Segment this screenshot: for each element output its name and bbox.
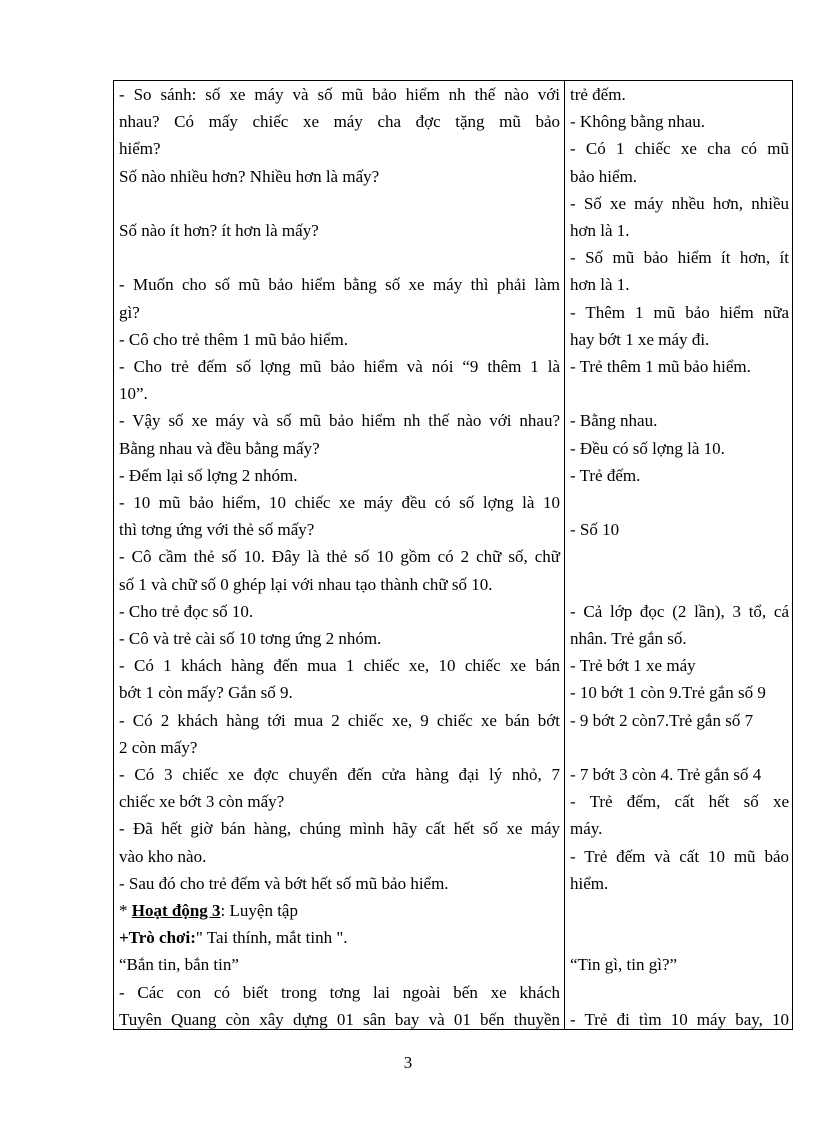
- teacher-text-line: Số nào nhiều hơn? Nhiều hơn là mấy?: [119, 166, 380, 186]
- teacher-text-line: - 10 mũ bảo hiểm, 10 chiếc xe máy đều có số lợng là 10: [119, 493, 560, 512]
- child-text-line: - Đều có số lợng là 10.: [570, 438, 725, 458]
- teacher-text-line: - Các con có biết trong tơng lai ngoài bến xe khách: [119, 982, 560, 1002]
- child-text-line: bảo hiểm.: [570, 166, 638, 186]
- teacher-text-line: vào kho nào.: [119, 846, 207, 866]
- teacher-text-line: chiếc xe bớt 3 còn mấy?: [119, 792, 285, 812]
- teacher-text-line: 2 còn mấy?: [119, 737, 198, 757]
- child-text-line: - Trẻ đếm, cất hết số xe: [570, 792, 789, 812]
- teacher-text-line: - Sau đó cho trẻ đếm và bớt hết số mũ bảo hiểm.: [119, 873, 449, 893]
- activity-title: Hoạt động 3: [131, 901, 221, 920]
- child-text-line: - Số mũ bảo hiểm ít hơn, ít: [570, 248, 789, 268]
- game-heading: [119, 924, 560, 951]
- child-text-line: - Trẻ đếm.: [570, 465, 641, 485]
- child-text-line: - 7 bớt 3 còn 4. Trẻ gắn số 4: [570, 765, 762, 784]
- child-text-line: - 9 bớt 2 còn7.Trẻ gắn số 7: [570, 710, 754, 730]
- child-text-line: hơn là 1.: [570, 275, 630, 295]
- teacher-text-line: - Cô cầm thẻ số 10. Đây là thẻ số 10 gồm có 2 chữ số, chữ: [119, 547, 560, 567]
- child-text-line: “Tin gì, tin gì?”: [570, 955, 678, 975]
- child-text-line: máy.: [570, 819, 603, 839]
- game-title: " Tai thính, mắt tinh ".: [195, 928, 348, 948]
- teacher-text-line: bớt 1 còn mấy? Gắn số 9.: [119, 683, 293, 703]
- child-text-line: - Không bằng nhau.: [570, 112, 706, 132]
- page-number: 3: [403, 1053, 413, 1072]
- teacher-text-line: - Có 2 khách hàng tới mua 2 chiếc xe, 9 chiếc xe bán bớt: [119, 710, 560, 730]
- child-text-line: - Trẻ đi tìm 10 máy bay, 10: [570, 1009, 789, 1029]
- teacher-text-line: - So sánh: số xe máy và số mũ bảo hiểm nh thế nào với: [119, 85, 560, 104]
- column-divider: [564, 81, 565, 1029]
- teacher-text-line: số 1 và chữ số 0 ghép lại với nhau tạo thành chữ số 10.: [119, 574, 493, 594]
- teacher-text-line: - Có 1 khách hàng đến mua 1 chiếc xe, 10 chiếc xe bán: [119, 656, 560, 676]
- child-text-line: - Có 1 chiếc xe cha có mũ: [570, 139, 789, 159]
- teacher-text-line: Tuyên Quang còn xây dựng 01 sân bay và 01 bến thuyền: [119, 1009, 560, 1029]
- child-text-line: trẻ đếm.: [570, 85, 626, 104]
- child-text-line: - 10 bớt 1 còn 9.Trẻ gắn số 9: [570, 683, 766, 703]
- child-text-line: - Cả lớp đọc (2 lần), 3 tổ, cá: [570, 601, 789, 621]
- teacher-text-line: - Cho trẻ đọc số 10.: [119, 601, 254, 621]
- teacher-text-line: 10”.: [119, 384, 148, 404]
- teacher-text-line: - Đếm lại số lợng 2 nhóm.: [119, 465, 298, 485]
- teacher-text-line: Số nào ít hơn? ít hơn là mấy?: [119, 221, 319, 240]
- teacher-text-line: - Vậy số xe máy và số mũ bảo hiểm nh thế nào với nhau?: [119, 411, 560, 431]
- activity-prefix: *: [119, 901, 132, 920]
- teacher-text-line: - Cô và trẻ cài số 10 tơng ứng 2 nhóm.: [119, 629, 382, 648]
- teacher-text-line: - Đã hết giờ bán hàng, chúng mình hãy cất hết số xe máy: [119, 819, 560, 839]
- teacher-text-line: - Cô cho trẻ thêm 1 mũ bảo hiểm.: [119, 329, 348, 349]
- child-text-line: - Số xe máy nhều hơn, nhiều: [570, 193, 789, 213]
- lesson-table: [113, 80, 793, 1030]
- child-text-line: - Trẻ thêm 1 mũ bảo hiểm.: [570, 357, 751, 376]
- teacher-text-line: - Cho trẻ đếm số lợng mũ bảo hiểm và nói “9 thêm 1 là: [119, 357, 560, 376]
- child-text-line: hơn là 1.: [570, 221, 630, 240]
- teacher-text-line: nhau? Có mấy chiếc xe máy cha đợc tặng mũ bảo: [119, 112, 560, 132]
- child-text-line: - Trẻ đếm và cất 10 mũ bảo: [570, 846, 789, 866]
- teacher-text-line: - Có 3 chiếc xe đợc chuyển đến cửa hàng đại lý nhỏ, 7: [119, 765, 560, 784]
- activity-heading: [119, 897, 560, 924]
- game-label: +Trò chơi:: [119, 928, 196, 948]
- child-text-line: - Thêm 1 mũ bảo hiểm nữa: [570, 302, 789, 322]
- child-text-line: hay bớt 1 xe máy đi.: [570, 329, 710, 349]
- teacher-text-line: - Muốn cho số mũ bảo hiểm bằng số xe máy thì phải làm: [119, 275, 560, 295]
- child-text-line: - Trẻ bớt 1 xe máy: [570, 656, 696, 676]
- teacher-text-line: hiểm?: [119, 139, 161, 159]
- child-text-line: nhân. Trẻ gắn số.: [570, 629, 687, 648]
- teacher-text-line: Bằng nhau và đều bằng mấy?: [119, 438, 320, 458]
- teacher-text-line: thì tơng ứng với thẻ số mấy?: [119, 520, 315, 540]
- teacher-text-line: “Bắn tin, bắn tin”: [119, 955, 239, 975]
- teacher-text-line: gì?: [119, 302, 140, 322]
- child-text-line: - Bằng nhau.: [570, 411, 658, 431]
- child-text-line: - Số 10: [570, 520, 620, 540]
- child-text-line: hiểm.: [570, 873, 609, 893]
- activity-subtitle: : Luyện tập: [220, 901, 298, 920]
